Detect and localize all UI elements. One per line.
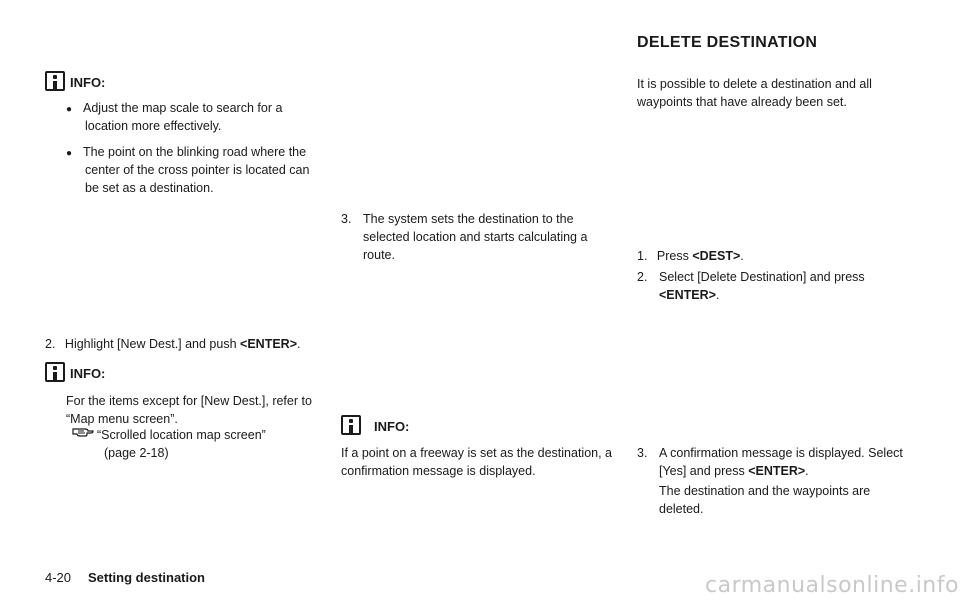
info-bullet-1-line-2: location more effectively.	[85, 119, 222, 133]
step-3-result-line-1: The destination and the waypoints are	[659, 484, 871, 498]
step-text: [Yes] and press	[659, 464, 745, 478]
intro-line-1: It is possible to delete a destination and all	[637, 77, 872, 91]
step-text: Press	[656, 249, 689, 263]
dest-key: <DEST>	[692, 249, 741, 263]
bullet-dot: ●	[66, 104, 73, 115]
step-end: .	[805, 464, 809, 478]
footer-section-title: Setting destination	[88, 570, 205, 585]
info-bullet-2-line-2: center of the cross pointer is located can	[85, 163, 310, 177]
step-number: 2.	[45, 337, 56, 351]
step-1	[637, 247, 744, 265]
bullet-dot: ●	[66, 148, 73, 159]
info-line-1: If a point on a freeway is set as the destination, a	[341, 446, 612, 460]
page-number: 4-20	[45, 570, 72, 585]
enter-key: <ENTER>	[240, 337, 297, 351]
step-2	[45, 335, 300, 353]
enter-key: <ENTER>	[748, 464, 806, 478]
step-3-line-3: route.	[363, 248, 395, 262]
step-2-line-1: Select [Delete Destination] and press	[659, 270, 865, 284]
step-end: .	[740, 249, 744, 263]
step-3-number: 3.	[341, 212, 352, 226]
step-3-result-line-2: deleted.	[659, 502, 704, 516]
reference-link[interactable]: “Scrolled location map screen”	[97, 428, 266, 442]
step-2-line-2	[659, 286, 719, 304]
info-label: INFO:	[374, 419, 410, 434]
step-end: .	[715, 288, 720, 302]
info-icon	[341, 415, 361, 435]
reference-page: (page 2-18)	[104, 446, 169, 460]
info-bullet-2-line-3: be set as a destination.	[85, 181, 214, 195]
enter-key: <ENTER>	[659, 288, 716, 302]
info-line-2: confirmation message is displayed.	[341, 464, 536, 478]
info-label: INFO:	[70, 366, 106, 381]
info-line-1: For the items except for [New Dest.], refer to	[66, 394, 312, 408]
info-bullet-1-line-1: Adjust the map scale to search for a	[83, 101, 283, 115]
pointing-hand-icon	[72, 425, 94, 439]
step-text: Highlight [New Dest.] and push	[64, 337, 237, 351]
step-2-number: 2.	[637, 270, 648, 284]
info-bullet-2-line-1: The point on the blinking road where the	[83, 145, 307, 159]
step-3-line-1: The system sets the destination to the	[363, 212, 574, 226]
step-end: .	[297, 337, 301, 351]
step-3-number: 3.	[637, 446, 648, 460]
step-3-line-2	[659, 462, 809, 480]
watermark-text: carmanualsonline.info	[705, 573, 959, 598]
step-number: 1.	[637, 249, 648, 263]
intro-line-2: waypoints that have already been set.	[637, 95, 847, 109]
section-heading: DELETE DESTINATION	[637, 34, 818, 51]
info-icon	[45, 71, 65, 91]
step-3-line-2: selected location and starts calculating a	[363, 230, 588, 244]
step-3-line-1: A confirmation message is displayed. Select	[659, 446, 903, 460]
info-label: INFO:	[70, 75, 106, 90]
info-line-2: “Map menu screen”.	[66, 412, 178, 426]
info-icon	[45, 362, 65, 382]
